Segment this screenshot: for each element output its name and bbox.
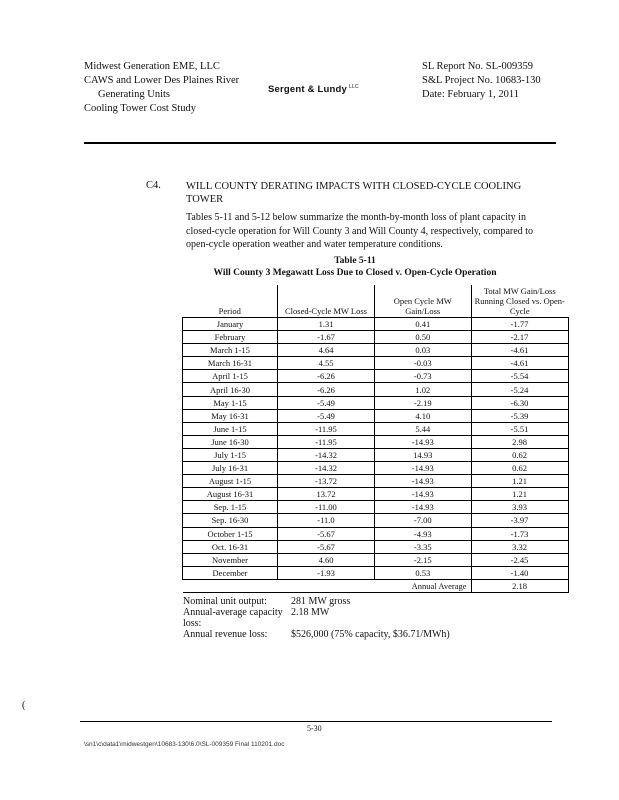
cell-period: May 1-15	[183, 396, 278, 409]
cell-total: 3.32	[471, 540, 568, 553]
cell-period: Sep. 16-30	[183, 514, 278, 527]
cell-total: -3.97	[471, 514, 568, 527]
cell-closed: -1.93	[278, 566, 375, 579]
table-row	[183, 370, 569, 383]
cell-closed: -11.00	[278, 501, 375, 514]
cell-open: -14.93	[375, 488, 472, 501]
cell-open: -14.93	[375, 475, 472, 488]
cell-closed: -5.49	[278, 396, 375, 409]
cell-open: 4.10	[375, 409, 472, 422]
annual-average-row	[183, 579, 569, 592]
header-project: CAWS and Lower Des Plaines River	[84, 75, 240, 86]
cell-period: January	[183, 318, 278, 331]
table-row	[183, 448, 569, 461]
table-row	[183, 396, 569, 409]
cell-open: -14.93	[375, 501, 472, 514]
table-row	[183, 527, 569, 540]
cell-period: July 1-15	[183, 448, 278, 461]
header-right-block	[422, 60, 541, 102]
section-paragraph: Tables 5-11 and 5-12 below summarize the month-by-month loss of plant capacity in closed-cycle operation for Will County 3 and Will County 4, respectively, compared to open-cycle operation weather and water temperature conditions.	[186, 212, 533, 250]
table-header-row	[183, 285, 569, 318]
section-title: WILL COUNTY DERATING IMPACTS WITH CLOSED-CYCLE COOLING TOWER	[186, 181, 522, 205]
table-row	[183, 462, 569, 475]
col-header-period: Period	[183, 285, 278, 318]
page-number: 5-30	[307, 724, 322, 733]
cell-period: March 1-15	[183, 344, 278, 357]
cell-closed: 4.60	[278, 553, 375, 566]
summary-row-revenue-loss	[183, 629, 450, 640]
report-number: SL Report No. SL-009359	[422, 61, 534, 72]
cell-closed: -11.0	[278, 514, 375, 527]
summary-row-output	[183, 596, 450, 607]
cell-closed: -14.32	[278, 448, 375, 461]
cell-total: -4.61	[471, 344, 568, 357]
annual-average-label: Annual Average	[375, 579, 472, 592]
cell-period: May 16-31	[183, 409, 278, 422]
cell-period: December	[183, 566, 278, 579]
summary-label: Nominal unit output:	[183, 596, 267, 607]
section-number: C4.	[146, 180, 161, 191]
col-header-closed-loss: Closed-Cycle MW Loss	[278, 285, 375, 318]
summary-label: Annual-average capacity loss:	[183, 607, 283, 629]
cell-total: -1.40	[471, 566, 568, 579]
cell-total: -1.73	[471, 527, 568, 540]
summary-value: 281 MW gross	[291, 596, 351, 607]
cell-period: March 16-31	[183, 357, 278, 370]
cell-total: -2.17	[471, 331, 568, 344]
project-number: S&L Project No. 10683-130	[422, 75, 541, 86]
cell-open: 0.41	[375, 318, 472, 331]
cell-open: -14.93	[375, 462, 472, 475]
cell-open: 0.03	[375, 344, 472, 357]
cell-closed: -5.67	[278, 527, 375, 540]
cell-total: -5.54	[471, 370, 568, 383]
cell-total: -6.30	[471, 396, 568, 409]
footer-rule	[80, 721, 552, 722]
cell-total: -1.77	[471, 318, 568, 331]
cell-total: -4.61	[471, 357, 568, 370]
cell-period: April 16-30	[183, 383, 278, 396]
cell-open: -14.93	[375, 435, 472, 448]
cell-period: Oct. 16-31	[183, 540, 278, 553]
cell-period: Sep. 1-15	[183, 501, 278, 514]
file-path: \sn1\c\data1\midwestgen\10683-130\6.0\SL-009359 Final 110201.doc	[84, 741, 285, 748]
cell-closed: -11.95	[278, 435, 375, 448]
header-study: Cooling Tower Cost Study	[84, 103, 196, 114]
table-row	[183, 383, 569, 396]
cell-closed: -6.26	[278, 383, 375, 396]
table-title: Will County 3 Megawatt Loss Due to Closed v. Open-Cycle Operation	[213, 268, 497, 278]
cell-closed: 4.64	[278, 344, 375, 357]
summary-value: 2.18 MW	[291, 607, 330, 618]
cell-total: -5.24	[471, 383, 568, 396]
table-row	[183, 514, 569, 527]
table-row	[183, 475, 569, 488]
table-number: Table 5-11	[334, 256, 376, 266]
header-project-cont: Generating Units	[98, 89, 171, 100]
cell-closed: -11.95	[278, 422, 375, 435]
cell-total: 3.93	[471, 501, 568, 514]
cell-total: 0.62	[471, 448, 568, 461]
cell-period: July 16-31	[183, 462, 278, 475]
cell-closed: -1.67	[278, 331, 375, 344]
cell-closed: 1.31	[278, 318, 375, 331]
cell-open: 0.53	[375, 566, 472, 579]
cell-closed: 13.72	[278, 488, 375, 501]
cell-period: June 16-30	[183, 435, 278, 448]
header-company: Midwest Generation EME, LLC	[84, 61, 220, 72]
table-row	[183, 553, 569, 566]
table-row	[183, 422, 569, 435]
summary-label: Annual revenue loss:	[183, 629, 268, 640]
col-header-total: Total MW Gain/Loss Running Closed vs. Open-Cycle	[471, 285, 568, 318]
cell-open: -7.00	[375, 514, 472, 527]
cell-closed: -13.72	[278, 475, 375, 488]
cell-period: October 1-15	[183, 527, 278, 540]
cell-period: February	[183, 331, 278, 344]
cell-total: 1.21	[471, 488, 568, 501]
table-row	[183, 357, 569, 370]
summary-block	[183, 596, 450, 640]
cell-period: November	[183, 553, 278, 566]
table-row	[183, 344, 569, 357]
table-row	[183, 435, 569, 448]
report-date: Date: February 1, 2011	[422, 89, 520, 100]
table-row	[183, 566, 569, 579]
cell-period: June 1-15	[183, 422, 278, 435]
cell-closed: -6.26	[278, 370, 375, 383]
annual-average-value: 2.18	[471, 579, 568, 592]
cell-open: -2.19	[375, 396, 472, 409]
company-logo	[268, 84, 359, 95]
data-table	[182, 285, 569, 593]
cell-period: August 16-31	[183, 488, 278, 501]
cell-blank	[183, 579, 278, 592]
cell-total: -2.45	[471, 553, 568, 566]
cell-open: -0.73	[375, 370, 472, 383]
cell-closed: -14.32	[278, 462, 375, 475]
cell-closed: 4.55	[278, 357, 375, 370]
cell-open: 14.93	[375, 448, 472, 461]
logo-mark: LLC	[349, 84, 359, 90]
table-row	[183, 331, 569, 344]
col-header-open-gain: Open Cycle MW Gain/Loss	[375, 285, 472, 318]
header-rule	[84, 142, 556, 144]
cell-open: -2.15	[375, 553, 472, 566]
logo-text: Sergent & Lundy	[268, 84, 348, 96]
cell-open: 5.44	[375, 422, 472, 435]
cell-total: -5.39	[471, 409, 568, 422]
table-row	[183, 488, 569, 501]
cell-period: August 1-15	[183, 475, 278, 488]
cell-closed: -5.67	[278, 540, 375, 553]
cell-open: 0.50	[375, 331, 472, 344]
cell-total: 0.62	[471, 462, 568, 475]
cell-open: 1.02	[375, 383, 472, 396]
cell-closed: -5.49	[278, 409, 375, 422]
summary-row-capacity-loss	[183, 607, 450, 629]
cell-period: April 1-15	[183, 370, 278, 383]
table-row	[183, 501, 569, 514]
cell-open: -3.35	[375, 540, 472, 553]
cell-open: -4.93	[375, 527, 472, 540]
table-row	[183, 318, 569, 331]
cell-open: -0.03	[375, 357, 472, 370]
cell-total: 2.98	[471, 435, 568, 448]
cell-blank	[278, 579, 375, 592]
scan-artifact: (	[22, 700, 26, 711]
table-row	[183, 409, 569, 422]
cell-total: -5.51	[471, 422, 568, 435]
header-left-block	[84, 60, 239, 116]
table-row	[183, 540, 569, 553]
summary-value: $526,000 (75% capacity, $36.71/MWh)	[291, 629, 450, 640]
cell-total: 1.21	[471, 475, 568, 488]
